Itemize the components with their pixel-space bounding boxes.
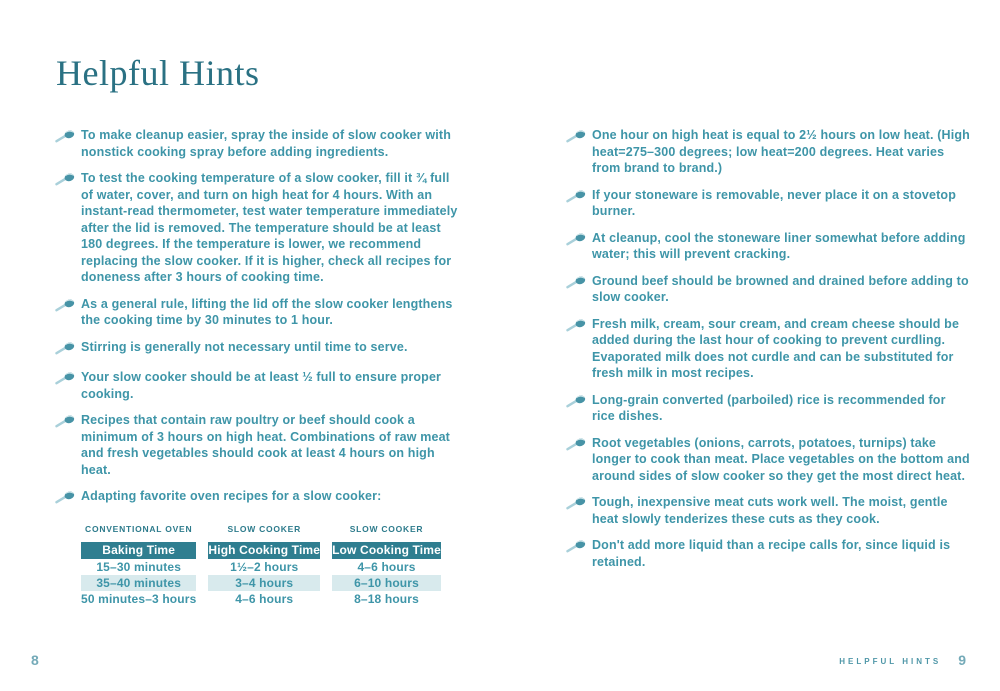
hint-text: Root vegetables (onions, carrots, potatoes, turnips) take longer to cook than meat. Place vegetables on the bottom and around sides of slow cooker so they get the most direct heat. — [592, 435, 970, 483]
table-group-label: SLOW COOKER — [349, 523, 424, 534]
table-cell: 3–4 hours — [208, 575, 320, 591]
spoon-bullet-icon — [55, 371, 75, 390]
right-hints-list — [566, 127, 970, 570]
table-cell: 8–18 hours — [354, 592, 419, 606]
spoon-bullet-icon — [566, 232, 586, 251]
page-title: Helpful Hints — [56, 53, 260, 93]
spoon-bullet-icon — [55, 172, 75, 191]
hint-text: Fresh milk, cream, sour cream, and cream cheese should be added during the last hour of cooking to prevent curdling. Evaporated milk does not curdle and can be substituted for fresh milk in most recipes. — [592, 316, 960, 380]
hint-text: Your slow cooker should be at least ½ full to ensure proper cooking. — [81, 370, 442, 401]
table-group-label: SLOW COOKER — [227, 523, 302, 534]
table-cell: 35–40 minutes — [81, 575, 196, 591]
hint-text: As a general rule, lifting the lid off the slow cooker lengthens the cooking time by 30 minutes to 1 hour. — [81, 296, 453, 327]
table-cell: 1½–2 hours — [230, 560, 299, 574]
hint-item — [55, 127, 459, 160]
hint-text: At cleanup, cool the stoneware liner somewhat before adding water; this will prevent cracking. — [592, 230, 966, 261]
hint-item — [566, 187, 970, 220]
left-hints-list — [55, 127, 459, 509]
table-cell: 6–10 hours — [332, 575, 441, 591]
left-page-number: 8 — [31, 652, 39, 668]
spoon-bullet-icon — [55, 490, 75, 509]
hint-item — [566, 316, 970, 382]
hint-item — [566, 435, 970, 485]
spoon-bullet-icon — [566, 129, 586, 148]
hint-text: Don't add more liquid than a recipe calls for, since liquid is retained. — [592, 538, 951, 569]
hint-item — [55, 412, 459, 478]
hint-item — [566, 392, 970, 425]
spoon-bullet-icon — [55, 129, 75, 148]
oven-conversion-table — [81, 519, 441, 608]
spoon-bullet-icon — [55, 414, 75, 433]
hint-text: One hour on high heat is equal to 2½ hours on low heat. (High heat=275–300 degrees; low heat=200 degrees. Heat varies from brand to brand.) — [592, 128, 970, 175]
footer-right — [839, 652, 966, 668]
spoon-bullet-icon — [566, 318, 586, 337]
table-header-cell: Low Cooking Time — [332, 543, 441, 557]
hint-text: To make cleanup easier, spray the inside of slow cooker with nonstick cooking spray before adding ingredients. — [81, 128, 451, 159]
table-header-cell: Baking Time — [81, 542, 196, 559]
right-page-number: 9 — [958, 652, 966, 668]
hint-text: Recipes that contain raw poultry or beef should cook a minimum of 3 hours on high heat. Combinations of raw meat and fresh vegetables should cook at least 4 hours on high heat. — [81, 413, 450, 477]
spoon-bullet-icon — [566, 275, 586, 294]
hint-item — [55, 170, 459, 286]
spoon-bullet-icon — [566, 189, 586, 208]
running-head: HELPFUL HINTS — [839, 657, 942, 666]
spoon-bullet-icon — [566, 539, 586, 558]
right-hints-column — [566, 127, 970, 580]
hint-text: Adapting favorite oven recipes for a slow cooker: — [81, 489, 382, 503]
table-group-label: CONVENTIONAL OVEN — [85, 523, 193, 534]
table-cell: 4–6 hours — [235, 592, 294, 606]
left-hints-column — [55, 127, 459, 607]
hint-item — [566, 230, 970, 263]
table-cell: 15–30 minutes — [96, 560, 182, 574]
table-column — [81, 519, 196, 608]
spoon-bullet-icon — [55, 298, 75, 317]
hint-item — [55, 296, 459, 329]
table-cell: 50 minutes–3 hours — [81, 592, 197, 606]
spoon-bullet-icon — [55, 341, 75, 360]
hint-text: To test the cooking temperature of a slow cooker, fill it ¾ full of water, cover, and turn on high heat for 4 hours. With an instant-read thermometer, test water temperature immediately after the lid is removed. The temperature should be at least 180 degrees. If the temperature is lower, we recommend replacing the slow cooker. If it is higher, check all recipes for doneness after 3 hours of cooking time. — [81, 171, 458, 284]
table-column — [208, 519, 320, 608]
hint-item — [566, 494, 970, 527]
hint-item — [55, 339, 459, 360]
hint-text: Tough, inexpensive meat cuts work well. The moist, gentle heat slowly tenderizes these cuts as they cook. — [592, 495, 948, 526]
table-cell: 4–6 hours — [357, 560, 416, 574]
hint-item — [566, 127, 970, 177]
table-column — [332, 519, 441, 608]
hint-item — [566, 273, 970, 306]
spoon-bullet-icon — [566, 394, 586, 413]
hint-text: If your stoneware is removable, never place it on a stovetop burner. — [592, 187, 956, 218]
table-header-cell: High Cooking Time — [208, 543, 321, 557]
hint-text: Long-grain converted (parboiled) rice is recommended for rice dishes. — [592, 392, 946, 423]
hint-text: Ground beef should be browned and drained before adding to slow cooker. — [592, 273, 969, 304]
spoon-bullet-icon — [566, 437, 586, 456]
hint-text: Stirring is generally not necessary until time to serve. — [81, 339, 408, 354]
spoon-bullet-icon — [566, 496, 586, 515]
hint-item — [566, 537, 970, 570]
hint-item — [55, 488, 459, 509]
hint-item — [55, 369, 459, 402]
